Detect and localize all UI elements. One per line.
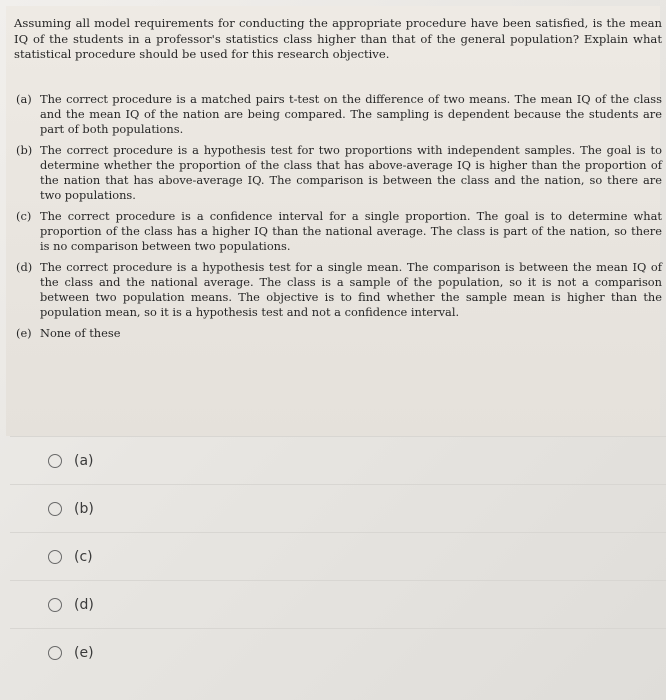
- option-label: (c): [74, 549, 93, 565]
- answer-option-e[interactable]: [10, 628, 666, 677]
- choice-text: The correct procedure is a confidence interval for a single proportion. The goal is to determine what proportion of the class has a higher IQ than the national average. The class is part of the nation, so there is no comparison between two populations.: [40, 209, 662, 253]
- choice-e: [16, 326, 662, 341]
- radio-button[interactable]: [48, 598, 62, 612]
- choice-text: The correct procedure is a hypothesis test for a single mean. The comparison is between the mean IQ of the class and the national average. The class is a sample of the population, so it is not a comparison between two population means. The objective is to find whether the sample mean is higher than the population mean, so it is a hypothesis test and not a confidence interval.: [40, 260, 662, 319]
- choice-b: [16, 143, 662, 203]
- answer-option-b[interactable]: [10, 484, 666, 533]
- choice-d: [16, 260, 662, 320]
- choice-text: The correct procedure is a matched pairs t-test on the difference of two means. The mean IQ of the class and the mean IQ of the nation are being compared. The sampling is dependent because the students are part of both populations.: [40, 92, 662, 136]
- option-label: (a): [74, 453, 94, 469]
- question-stem: Assuming all model requirements for conducting the appropriate procedure have been satisfied, is the mean IQ of the students in a professor's statistics class higher than that of the general population? Explain what statistical procedure should be used for this research objective.: [14, 16, 662, 61]
- answer-options: [0, 436, 666, 700]
- radio-button[interactable]: [48, 646, 62, 660]
- choice-tag: (a): [16, 92, 32, 106]
- choice-tag: (b): [16, 143, 33, 157]
- radio-button[interactable]: [48, 550, 62, 564]
- answer-option-a[interactable]: [10, 436, 666, 485]
- choice-text: None of these: [40, 326, 121, 340]
- radio-button[interactable]: [48, 454, 62, 468]
- choice-tag: (e): [16, 326, 32, 340]
- option-label: (d): [74, 597, 94, 613]
- choice-a: [16, 92, 662, 137]
- choice-tag: (d): [16, 260, 33, 274]
- answer-option-d[interactable]: [10, 580, 666, 629]
- choice-c: [16, 209, 662, 254]
- choice-tag: (c): [16, 209, 32, 223]
- radio-button[interactable]: [48, 502, 62, 516]
- question-image: [6, 6, 660, 436]
- option-label: (b): [74, 501, 94, 517]
- answer-option-c[interactable]: [10, 532, 666, 581]
- choice-list: [16, 92, 662, 347]
- option-label: (e): [74, 645, 94, 661]
- choice-text: The correct procedure is a hypothesis test for two proportions with independent samples. The goal is to determine whether the proportion of the class that has above-average IQ is higher than the proportion of the nation that has above-average IQ. The comparison is between the class and the nation, so there are two populations.: [40, 143, 662, 202]
